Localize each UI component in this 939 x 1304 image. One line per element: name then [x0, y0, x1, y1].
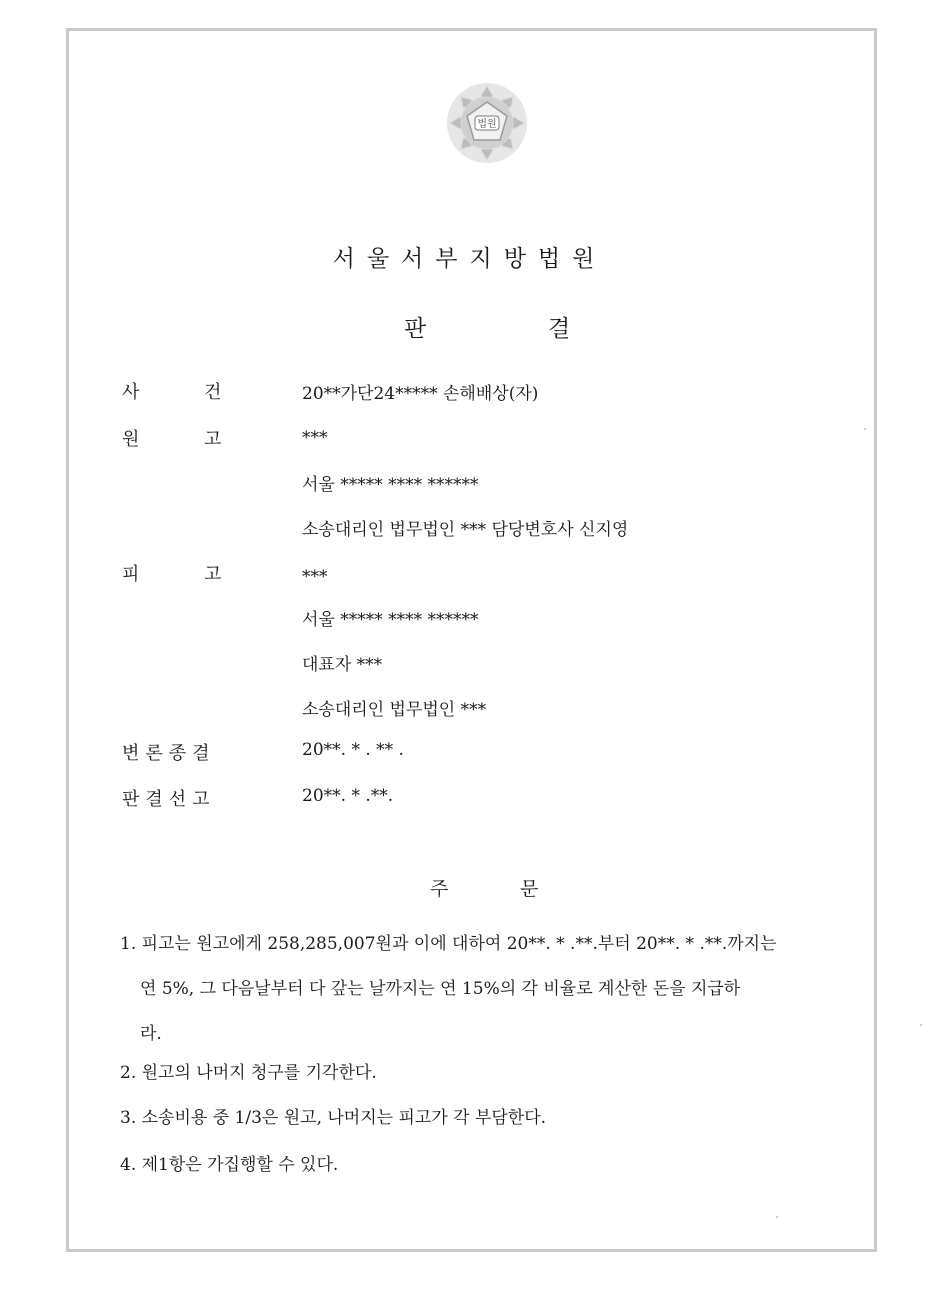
defendant-label-2: 고	[204, 564, 222, 585]
court-emblem-icon	[444, 80, 530, 166]
svg-text:법원: 법원	[477, 119, 497, 130]
plaintiff-label-2: 고	[204, 429, 222, 450]
order-item-1-line-1: 1. 피고는 원고에게 258,285,007원과 이에 대하여 20**. * .**.부터 20**. * .**.까지는	[120, 934, 777, 954]
defendant-address: 서울 ***** **** ******	[302, 610, 479, 630]
plaintiff-label-1: 원	[122, 429, 140, 450]
order-item-4: 4. 제1항은 가집행할 수 있다.	[120, 1155, 339, 1175]
defendant-label-1: 피	[122, 564, 140, 585]
case-number: 20**가단24***** 손해배상(자)	[302, 384, 539, 404]
order-heading-part1: 주	[430, 878, 449, 900]
order-item-1-line-3: 라.	[140, 1024, 162, 1044]
order-item-3: 3. 소송비용 중 1/3은 원고, 나머지는 피고가 각 부담한다.	[120, 1108, 547, 1128]
defendant-name: ***	[302, 567, 328, 587]
scan-speck	[776, 1216, 778, 1218]
verdict-date-label: 판결선고	[122, 789, 216, 810]
scan-speck	[920, 1024, 922, 1026]
order-item-2: 2. 원고의 나머지 청구를 기각한다.	[120, 1063, 377, 1083]
case-label-1: 사	[122, 382, 140, 403]
hearing-end-date: 20**. * . ** .	[302, 740, 404, 760]
case-label-2: 건	[204, 382, 222, 403]
hearing-end-label: 변론종결	[122, 743, 216, 764]
court-name: 서울서부지방법원	[332, 246, 607, 272]
order-heading-part2: 문	[520, 878, 539, 900]
defendant-representative: 대표자 ***	[302, 655, 383, 675]
verdict-date: 20**. * .**.	[302, 786, 394, 806]
plaintiff-address: 서울 ***** **** ******	[302, 475, 479, 495]
document-title-part1: 판	[404, 316, 427, 342]
order-item-1-line-2: 연 5%, 그 다음날부터 다 갚는 날까지는 연 15%의 각 비율로 계산한 돈을 지급하	[140, 979, 741, 999]
document-title-part2: 결	[548, 316, 571, 342]
plaintiff-name: ***	[302, 428, 328, 448]
order-item-1	[120, 922, 844, 1057]
plaintiff-counsel: 소송대리인 법무법인 *** 담당변호사 신지영	[302, 520, 629, 540]
scan-speck	[864, 428, 866, 430]
defendant-counsel: 소송대리인 법무법인 ***	[302, 700, 487, 720]
